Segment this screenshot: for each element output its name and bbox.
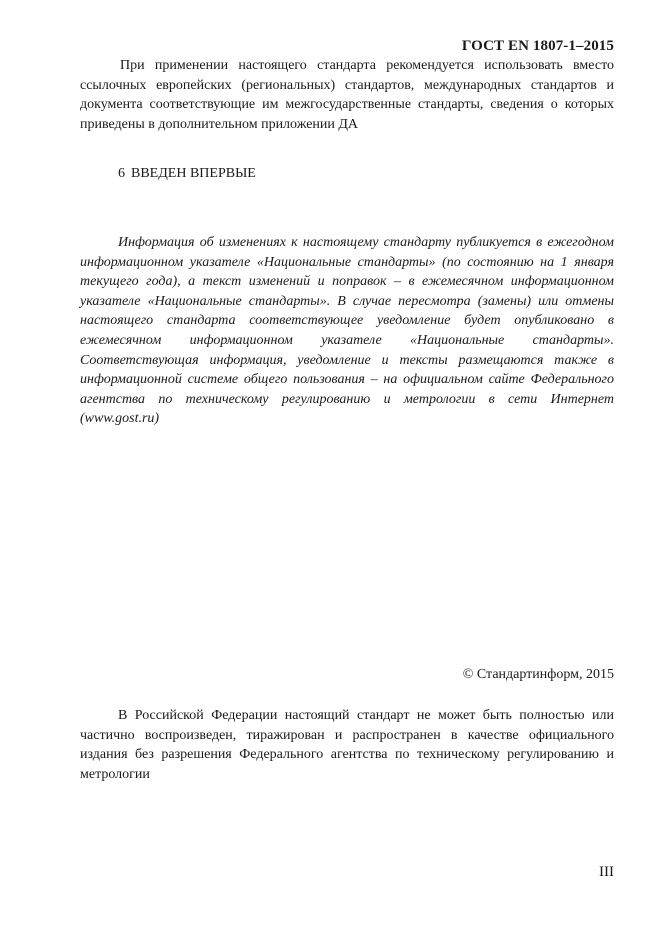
section-6 (118, 166, 256, 182)
intro-paragraph: При применении настоящего стандарта рекомендуется использовать вместо ссылочных европейских (региональных) стандартов, международных стандартов и документа соответствующие им межгосударственные стандарты, сведения о которых приведены в дополнительном приложении ДА (80, 58, 614, 132)
info-notice-paragraph: Информация об изменениях к настоящему стандарту публикуется в ежегодном информационном указателе «Национальные стандарты» (по состоянию на 1 января текущего года), а текст изменений и поправок – в ежемесячном информационном указателе «Национальные стандарты». В случае пересмотра (замены) или отмены настоящего стандарта соответствующее уведомление будет опубликовано в ежемесячном информационном указателе «Национальные стандарты». Соответствующая информация, уведомление и тексты размещаются также в информационной системе общего пользования – на официальном сайте Федерального агентства по техническому регулированию и метрологии в сети Интернет (www.gost.ru) (80, 235, 614, 427)
page-number: III (599, 864, 614, 880)
section-title: ВВЕДЕН ВПЕРВЫЕ (131, 166, 256, 181)
section-number: 6 (118, 166, 125, 181)
rights-paragraph: В Российской Федерации настоящий стандарт не может быть полностью или частично воспроизведен, тиражирован и распространен в качестве официального издания без разрешения Федерального агентства по техническому регулированию и метрологии (80, 708, 614, 782)
standard-code-header: ГОСТ EN 1807-1–2015 (461, 38, 614, 54)
copyright-line: © Стандартинформ, 2015 (462, 667, 614, 682)
